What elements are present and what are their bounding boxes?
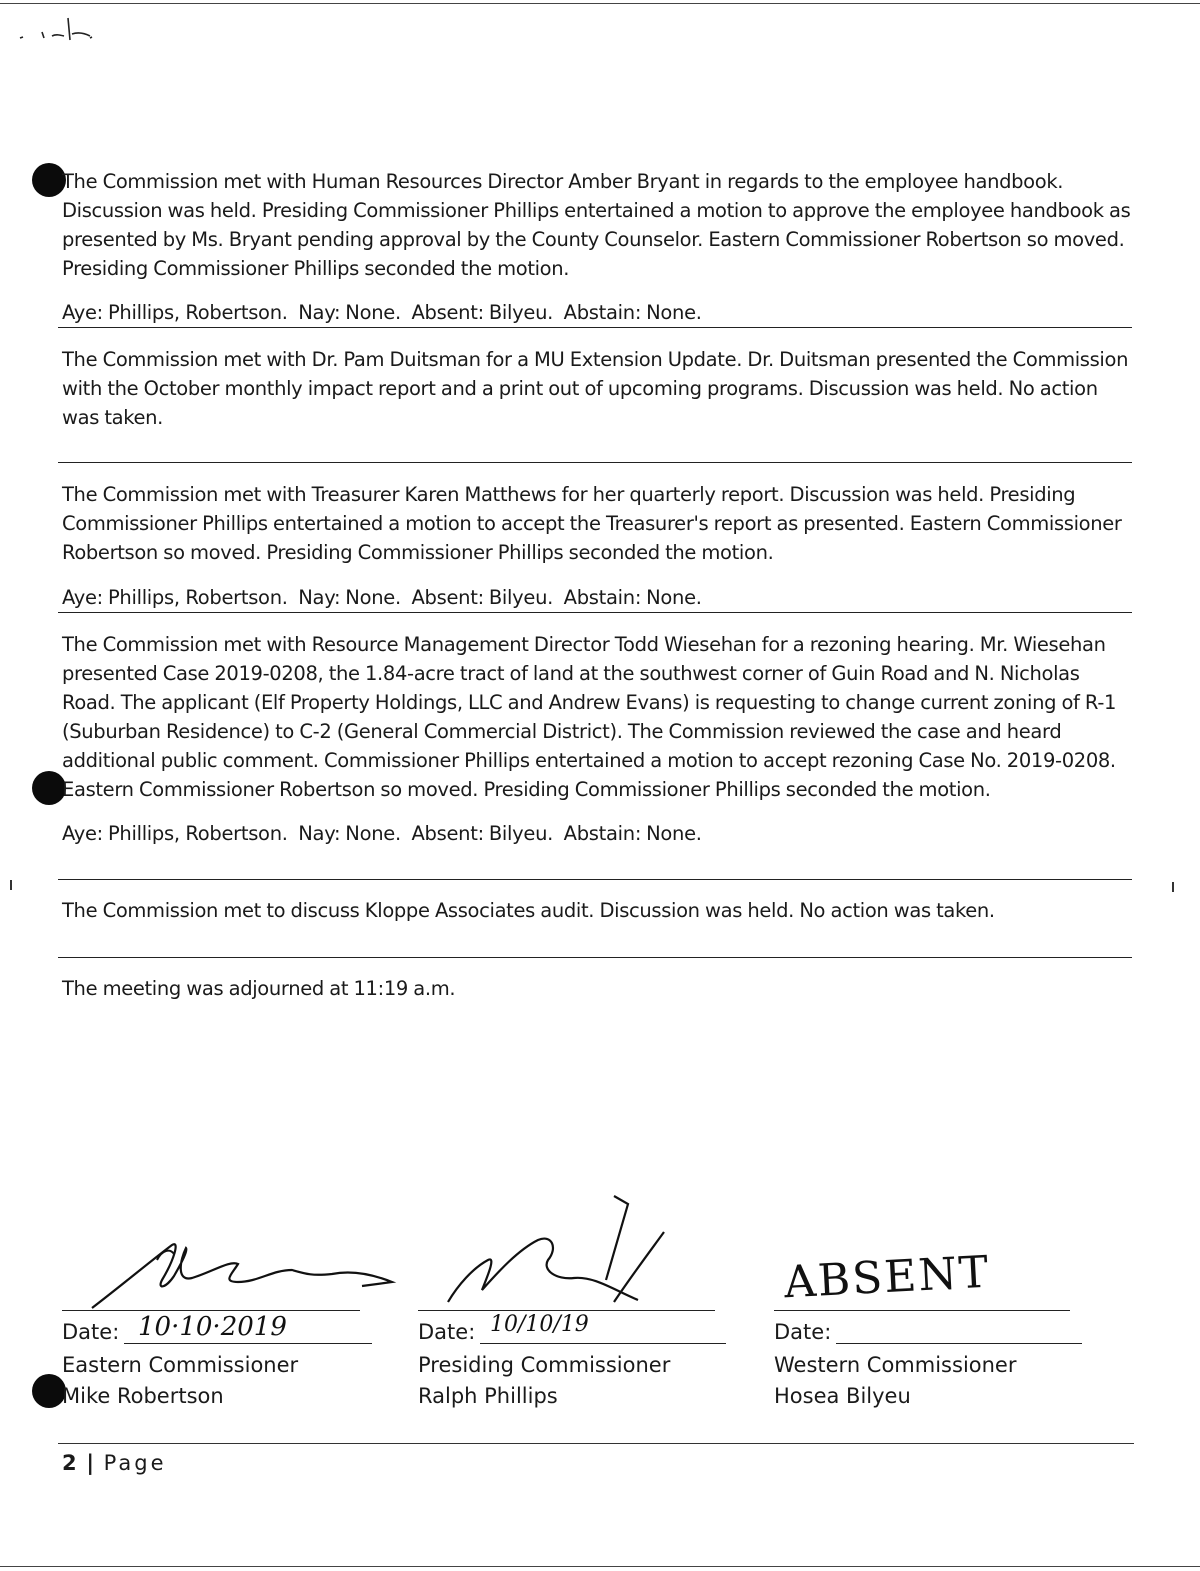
margin-tick-right (1172, 882, 1174, 892)
minutes-section-extension (62, 345, 1134, 432)
corner-stamp-mark (16, 14, 106, 48)
section-divider (58, 612, 1132, 613)
handwritten-absent-mark: ABSENT (782, 1246, 992, 1309)
punch-hole-bottom (32, 1374, 66, 1408)
adjournment-note: The meeting was adjourned at 11:19 a.m. (62, 977, 456, 1000)
handwritten-signature (418, 1190, 718, 1315)
signer-role: Presiding Commissioner (418, 1353, 671, 1377)
signature-block-eastern (62, 1190, 382, 1420)
date-label: Date: (62, 1320, 120, 1344)
vote-record: Aye: Phillips, Robertson. Nay: None. Absent: Bilyeu. Abstain: None. (62, 586, 702, 609)
handwritten-signature (62, 1190, 402, 1315)
scan-bottom-edge (0, 1566, 1200, 1567)
minutes-paragraph: The Commission met with Dr. Pam Duitsman for a MU Extension Update. Dr. Duitsman presented the Commission with the October monthly impact report and a print out of upcoming programs. Discussion was held. No action was taken. (62, 348, 1129, 429)
signer-role: Western Commissioner (774, 1353, 1017, 1377)
minutes-paragraph: The Commission met with Human Resources Director Amber Bryant in regards to the employee handbook. Discussion was held. Presiding Commissioner Phillips entertained a motion to approve the employee handbook as presented by Ms. Bryant pending approval by the County Counselor. Eastern Commissioner Robertson so moved. Presiding Commissioner Phillips seconded the motion. (62, 170, 1131, 280)
minutes-paragraph: The Commission met with Treasurer Karen Matthews for her quarterly report. Discussion was held. Presiding Commissioner Phillips entertained a motion to accept the Treasurer's report as presented. Eastern Commissioner Robertson so moved. Presiding Commissioner Phillips seconded the motion. (62, 483, 1122, 564)
section-divider (58, 327, 1132, 328)
page-footer (62, 1449, 167, 1477)
signature-line (62, 1310, 360, 1311)
section-divider (58, 879, 1132, 880)
vote-record: Aye: Phillips, Robertson. Nay: None. Absent: Bilyeu. Abstain: None. (62, 822, 702, 845)
signer-name: Mike Robertson (62, 1384, 224, 1408)
page-separator: | (86, 1451, 94, 1475)
signature-block-western (774, 1190, 1094, 1420)
page-label: Page (103, 1451, 167, 1475)
minutes-section-handbook (62, 167, 1134, 327)
minutes-section-rezoning (62, 630, 1134, 848)
section-divider (58, 957, 1132, 958)
signature-line (774, 1310, 1070, 1311)
scan-top-edge (0, 3, 1200, 4)
page-number: 2 (62, 1451, 77, 1475)
date-line (480, 1343, 726, 1344)
minutes-paragraph: The Commission met to discuss Kloppe Associates audit. Discussion was held. No action was taken. (62, 899, 995, 922)
margin-tick-left (10, 880, 12, 890)
signer-name: Ralph Phillips (418, 1384, 558, 1408)
handwritten-date: 10/10/19 (490, 1312, 589, 1337)
handwritten-date: 10·10·2019 (138, 1312, 287, 1342)
date-label: Date: (774, 1320, 832, 1344)
footer-divider (58, 1443, 1134, 1444)
date-line (124, 1343, 372, 1344)
section-divider (58, 462, 1132, 463)
punch-hole-top (32, 163, 66, 197)
signer-name: Hosea Bilyeu (774, 1384, 911, 1408)
minutes-paragraph: The Commission met with Resource Management Director Todd Wiesehan for a rezoning hearing. Mr. Wiesehan presented Case 2019-0208, the 1.84-acre tract of land at the southwest corner of Guin Road and N. Nicholas Road. The applicant (Elf Property Holdings, LLC and Andrew Evans) is requesting to change current zoning of R-1 (Suburban Residence) to C-2 (General Commercial District). The Commission reviewed the case and heard additional public comment. Commissioner Phillips entertained a motion to accept rezoning Case No. 2019-0208. Eastern Commissioner Robertson so moved. Presiding Commissioner Phillips seconded the motion. (62, 633, 1117, 801)
date-label: Date: (418, 1320, 476, 1344)
minutes-section-treasurer (62, 480, 1134, 612)
signature-block-presiding (418, 1190, 738, 1420)
minutes-section-audit (62, 896, 1134, 925)
signer-role: Eastern Commissioner (62, 1353, 299, 1377)
punch-hole-middle (32, 771, 66, 805)
vote-record: Aye: Phillips, Robertson. Nay: None. Absent: Bilyeu. Abstain: None. (62, 301, 702, 324)
signature-line (418, 1310, 715, 1311)
date-line (836, 1343, 1082, 1344)
